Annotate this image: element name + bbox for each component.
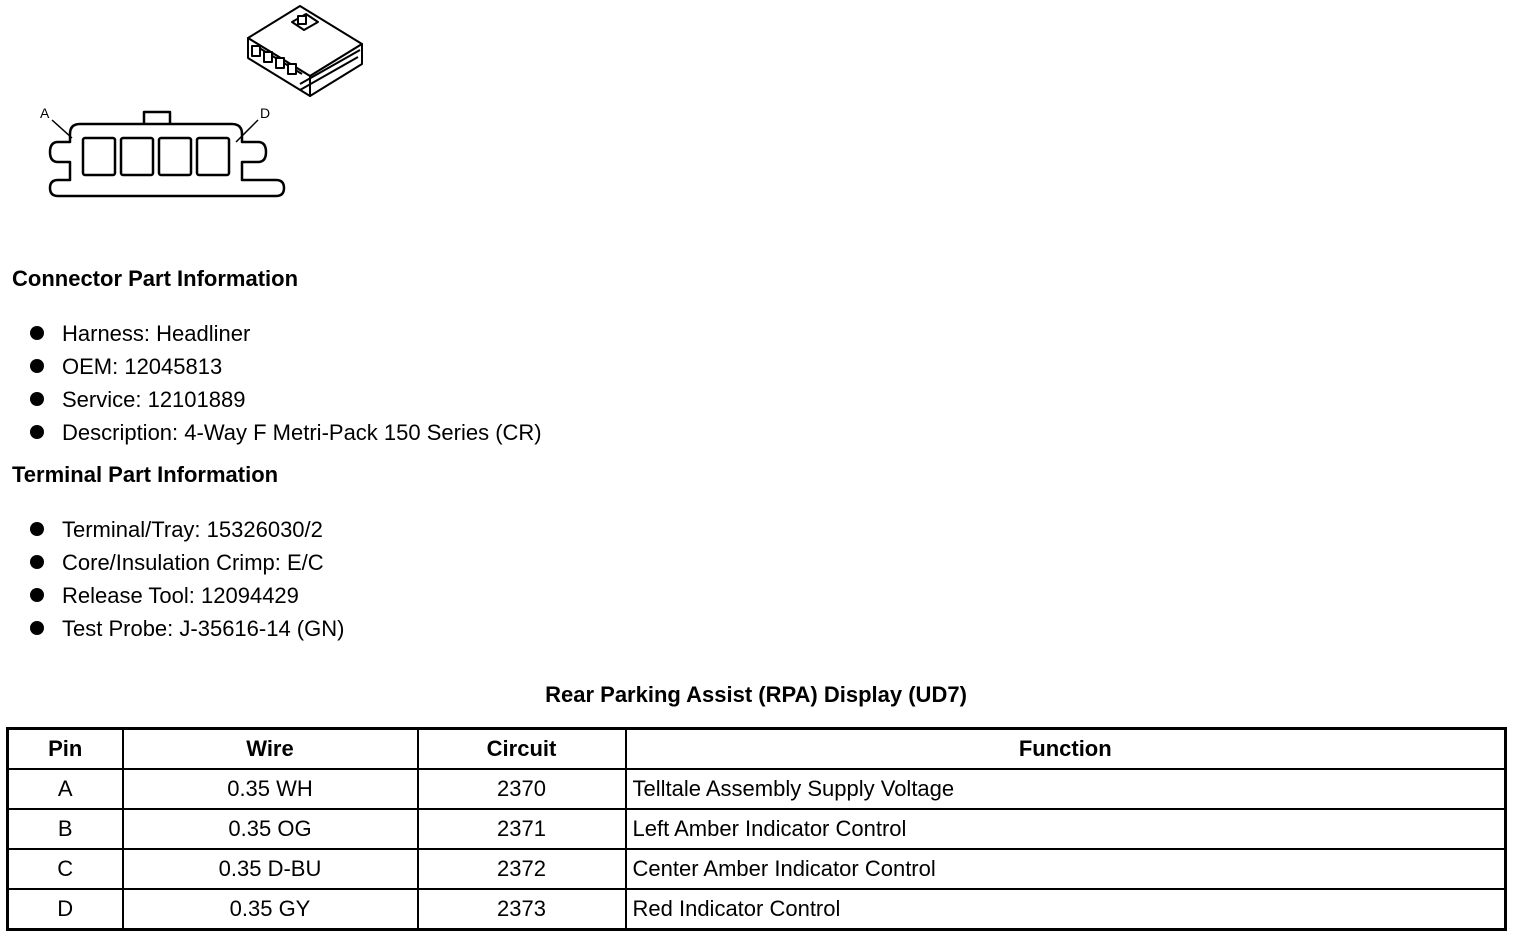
terminal-part-info-list — [28, 513, 344, 645]
cell-pin: B — [8, 809, 123, 849]
cell-wire: 0.35 D-BU — [123, 849, 418, 889]
header-function: Function — [626, 729, 1506, 770]
cell-function: Telltale Assembly Supply Voltage — [626, 769, 1506, 809]
table-row — [8, 809, 1506, 849]
cell-wire: 0.35 GY — [123, 889, 418, 930]
cell-function: Center Amber Indicator Control — [626, 849, 1506, 889]
cell-pin: D — [8, 889, 123, 930]
list-item: Core/Insulation Crimp: E/C — [28, 546, 344, 579]
pin-a-leader — [52, 120, 72, 138]
cell-pin: A — [8, 769, 123, 809]
table-row — [8, 849, 1506, 889]
list-item: Release Tool: 12094429 — [28, 579, 344, 612]
table-row — [8, 769, 1506, 809]
list-item: Harness: Headliner — [28, 317, 542, 350]
header-circuit: Circuit — [418, 729, 626, 770]
bullet-icon — [30, 588, 44, 602]
list-item: Service: 12101889 — [28, 383, 542, 416]
connector-front-view — [50, 112, 284, 196]
bullet-icon — [30, 621, 44, 635]
list-item: OEM: 12045813 — [28, 350, 542, 383]
cell-function: Left Amber Indicator Control — [626, 809, 1506, 849]
terminal-part-info-title: Terminal Part Information — [12, 462, 279, 487]
list-item: Test Probe: J-35616-14 (GN) — [28, 612, 344, 645]
pinout-table-title: Rear Parking Assist (RPA) Display (UD7) — [545, 682, 967, 707]
bullet-icon — [30, 522, 44, 536]
connector-diagram — [0, 0, 400, 220]
cell-circuit: 2373 — [418, 889, 626, 930]
cell-circuit: 2372 — [418, 849, 626, 889]
connector-part-info-title: Connector Part Information — [12, 266, 299, 291]
list-item: Terminal/Tray: 15326030/2 — [28, 513, 344, 546]
cell-circuit: 2370 — [418, 769, 626, 809]
bullet-icon — [30, 425, 44, 439]
list-item: Description: 4-Way F Metri-Pack 150 Series (CR) — [28, 416, 542, 449]
header-wire: Wire — [123, 729, 418, 770]
table-header-row — [8, 729, 1506, 770]
connector-part-info-list — [28, 317, 542, 449]
connector-isometric-view — [248, 6, 362, 96]
bullet-icon — [30, 555, 44, 569]
table-row — [8, 889, 1506, 930]
pin-label-d: D — [260, 105, 271, 121]
cell-wire: 0.35 OG — [123, 809, 418, 849]
header-pin: Pin — [8, 729, 123, 770]
pinout-table — [6, 727, 1507, 931]
bullet-icon — [30, 326, 44, 340]
pin-label-a: A — [40, 105, 50, 121]
bullet-icon — [30, 392, 44, 406]
cell-wire: 0.35 WH — [123, 769, 418, 809]
bullet-icon — [30, 359, 44, 373]
cell-pin: C — [8, 849, 123, 889]
cell-function: Red Indicator Control — [626, 889, 1506, 930]
cell-circuit: 2371 — [418, 809, 626, 849]
